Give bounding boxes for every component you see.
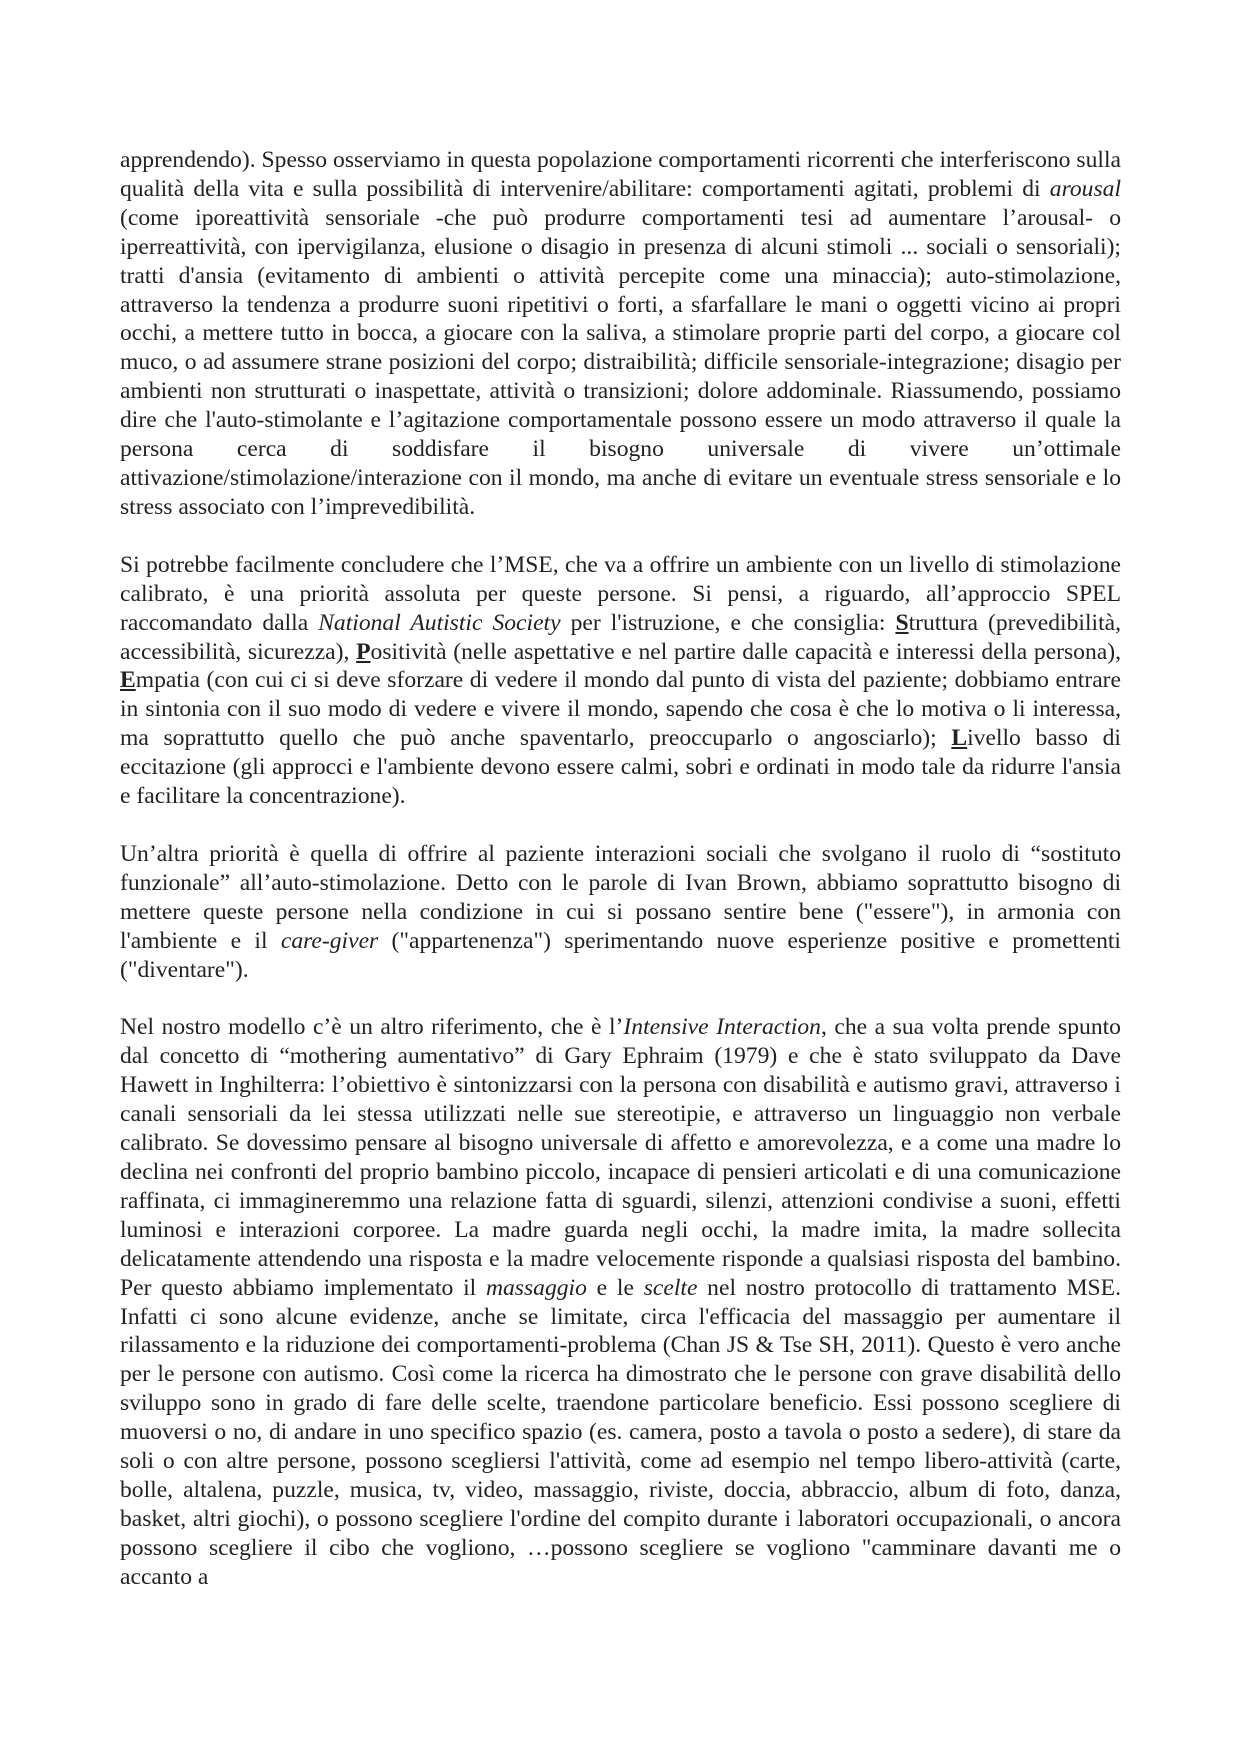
text-run: , che a sua volta prende spunto dal concetto di “mothering aumentativo” di Gary Ephraim (1979) e che è stato sviluppato da Dave Hawett in Inghilterra: l’obiettivo è sintonizzarsi con la persona con disabilità e autismo gravi, attraverso i canali sensoriali da lei stessa utilizzati nelle sue stereotipie, e attraverso un linguaggio non verbale calibrato. Se dovessimo pensare al bisogno universale di affetto e amorevolezza, e a come una madre lo declina nei confronti del proprio bambino piccolo, incapace di pensieri articolati e di una comunicazione raffinata, ci immagineremmo una relazione fatta di sguardi, silenzi, attenzioni condivise a suoni, effetti luminosi e interazioni corporee. La madre guarda negli occhi, la madre imita, la madre sollecita delicatamente attendendo una risposta e la madre velocemente risponde a qualsiasi risposta del bambino. Per questo abbiamo implementato il [120, 1014, 1121, 1301]
emphasis-scelte: scelte [643, 1274, 698, 1301]
text-run: e le [586, 1274, 644, 1301]
text-run: ositività (nelle aspettative e nel partire dalle capacità e interessi della persona), [370, 638, 1122, 665]
paragraph-spel-approach [120, 551, 1121, 811]
text-run: Nel nostro modello c’è un altro riferimento, che è l’ [120, 1014, 624, 1041]
acronym-letter-e: E [120, 667, 136, 694]
text-run: ("appartenenza") sperimentando nuove esperienze positive e promettenti ("diventare"). [120, 927, 1121, 983]
text-run: Si potrebbe facilmente concludere che l’MSE, che va a offrire un ambiente con un livello di stimolazione calibrato, è una priorità assoluta per queste persone. Si pensi, a riguardo, all’approccio SPEL raccomandato dalla [120, 551, 1121, 636]
text-run: per l'istruzione, e che consiglia: [560, 609, 896, 636]
emphasis-care-giver: care-giver [280, 927, 379, 954]
text-run: apprendendo). Spesso osserviamo in questa popolazione comportamenti ricorrenti che interferiscono sulla qualità della vita e sulla possibilità di intervenire/abilitare: comportamenti agitati, problemi di [120, 147, 1121, 202]
acronym-letter-s: S [895, 609, 909, 636]
paragraph-intensive-interaction [120, 1013, 1121, 1591]
paragraph-arousal-behaviors [120, 146, 1121, 522]
emphasis-arousal: arousal [1049, 175, 1121, 202]
emphasis-intensive-interaction: Intensive Interaction [623, 1014, 821, 1041]
text-run: (come iporeattività sensoriale -che può produrre comportamenti tesi ad aumentare l’arousal- o iperreattività, con ipervigilanza, elusione o disagio in presenza di alcuni stimoli ... sociali o sensoriali); tratti d'ansia (evitamento di ambienti o attività percepite come una minaccia); auto-stimolazione, attraverso la tendenza a produrre suoni ripetitivi o forti, a sfarfallare le mani o oggetti vicino ai propri occhi, a mettere tutto in bocca, a giocare con la saliva, a stimolare proprie parti del corpo, a giocare col muco, o ad assumere strane posizioni del corpo; distraibilità; difficile sensoriale-integrazione; disagio per ambienti non strutturati o inaspettate, attività o transizioni; dolore addominale. Riassumendo, possiamo dire che l'auto-stimolante e l’agitazione comportamentale possono essere un modo attraverso il quale la persona cerca di soddisfare il bisogno universale di vivere un’ottimale attivazione/stimolazione/interazione con il mondo, ma anche di evitare un eventuale stress sensoriale e lo stress associato con l’imprevedibilità. [120, 204, 1121, 520]
body-text [120, 146, 1121, 1592]
text-run: truttura (prevedibilità, accessibilità, sicurezza), [120, 609, 1122, 665]
paragraph-social-interaction [120, 840, 1121, 985]
text-run: nel nostro protocollo di trattamento MSE. Infatti ci sono alcune evidenze, anche se limitate, circa l'efficacia del massaggio per aumentare il rilassamento e la riduzione dei comportamenti-problema (Chan JS & Tse SH, 2011). Questo è vero anche per le persone con autismo. Così come la ricerca ha dimostrato che le persone con grave disabilità dello sviluppo sono in grado di fare delle scelte, traendone particolare beneficio. Essi possono scegliere di muoversi o no, di andare in uno specifico spazio (es. camera, posto a tavola o posto a sedere), di stare da soli o con altre persone, possono scegliersi l'attività, come ad esempio nel tempo libero-attività (carte, bolle, altalena, puzzle, musica, tv, video, massaggio, riviste, doccia, abbraccio, album di foto, danza, basket, altri giochi), o possono scegliere l'ordine del compito durante i laboratori occupazionali, o ancora possono scegliere il cibo che vogliono, …possono scegliere se vogliono "camminare davanti me o accanto a [120, 1274, 1121, 1590]
acronym-letter-l: L [951, 725, 968, 752]
text-run: mpatia (con cui ci si deve sforzare di vedere il mondo dal punto di vista del paziente; dobbiamo entrare in sintonia con il suo modo di vedere e vivere il mondo, sapendo che cosa è che lo motiva o li interessa, ma soprattutto quello che può anche spaventarlo, preoccuparlo o angosciarlo); [120, 667, 1121, 752]
text-run: Un’altra priorità è quella di offrire al paziente interazioni sociali che svolgano il ruolo di “sostituto funzionale” all’auto-stimolazione. Detto con le parole di Ivan Brown, abbiamo soprattutto bisogno di mettere queste persone nella condizione in cui si possano sentire bene ("essere"), in armonia con l'ambiente e il [120, 840, 1121, 954]
emphasis-national-autistic-society: National Autistic Society [318, 609, 561, 636]
text-run: ivello basso di eccitazione (gli approcci e l'ambiente devono essere calmi, sobri e ordinati in modo tale da ridurre l'ansia e facilitare la concentrazione). [120, 725, 1121, 810]
emphasis-massaggio: massaggio [485, 1274, 587, 1301]
acronym-letter-p: P [356, 638, 371, 665]
